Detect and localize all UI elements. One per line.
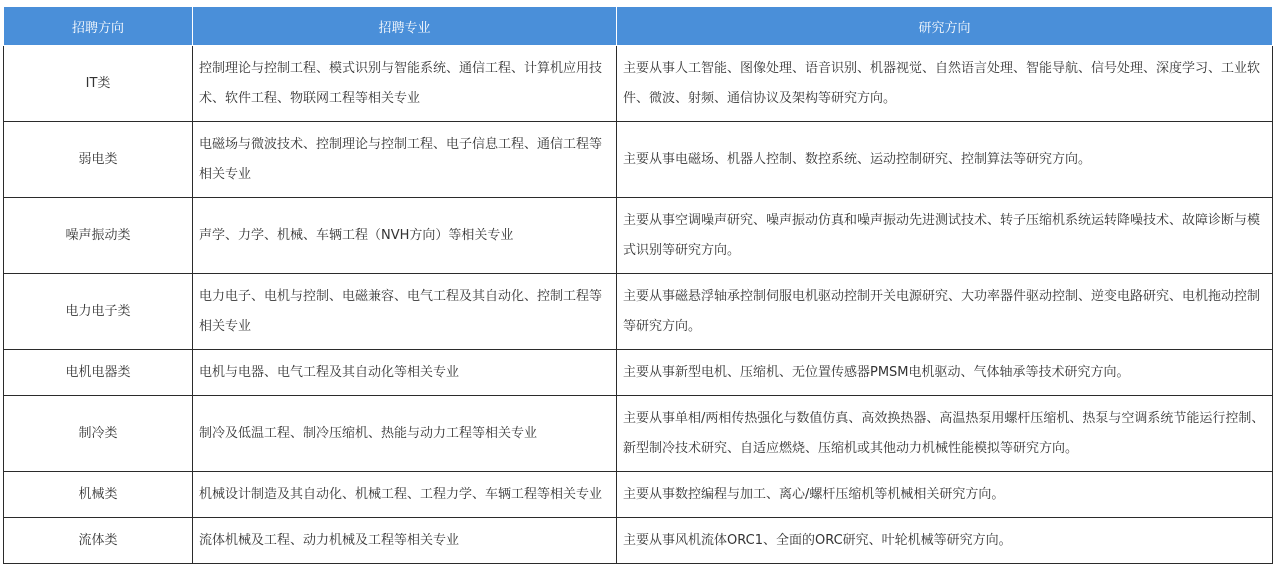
major-cell: 控制理论与控制工程、模式识别与智能系统、通信工程、计算机应用技术、软件工程、物联网工程等相关专业 [193,46,617,122]
category-cell: IT类 [4,46,193,122]
header-recruit-major: 招聘专业 [193,7,617,46]
table-header [4,7,1273,46]
category-cell: 流体类 [4,518,193,564]
major-cell: 声学、力学、机械、车辆工程（NVH方向）等相关专业 [193,198,617,274]
category-cell: 制冷类 [4,396,193,472]
table-row [4,122,1273,198]
major-cell: 流体机械及工程、动力机械及工程等相关专业 [193,518,617,564]
table-row [4,350,1273,396]
table-row [4,472,1273,518]
header-research-direction: 研究方向 [617,7,1273,46]
major-cell: 电机与电器、电气工程及其自动化等相关专业 [193,350,617,396]
table-row [4,518,1273,564]
direction-cell: 主要从事磁悬浮轴承控制伺服电机驱动控制开关电源研究、大功率器件驱动控制、逆变电路研究、电机拖动控制等研究方向。 [617,274,1273,350]
table-body [4,46,1273,564]
major-cell: 制冷及低温工程、制冷压缩机、热能与动力工程等相关专业 [193,396,617,472]
category-cell: 弱电类 [4,122,193,198]
direction-cell: 主要从事人工智能、图像处理、语音识别、机器视觉、自然语言处理、智能导航、信号处理、深度学习、工业软件、微波、射频、通信协议及架构等研究方向。 [617,46,1273,122]
direction-cell: 主要从事新型电机、压缩机、无位置传感器PMSM电机驱动、气体轴承等技术研究方向。 [617,350,1273,396]
recruitment-table [3,6,1273,564]
table-row [4,274,1273,350]
table-row [4,198,1273,274]
major-cell: 电力电子、电机与控制、电磁兼容、电气工程及其自动化、控制工程等相关专业 [193,274,617,350]
major-cell: 电磁场与微波技术、控制理论与控制工程、电子信息工程、通信工程等相关专业 [193,122,617,198]
header-row [4,7,1273,46]
table-row [4,396,1273,472]
major-cell: 机械设计制造及其自动化、机械工程、工程力学、车辆工程等相关专业 [193,472,617,518]
category-cell: 电力电子类 [4,274,193,350]
category-cell: 噪声振动类 [4,198,193,274]
direction-cell: 主要从事空调噪声研究、噪声振动仿真和噪声振动先进测试技术、转子压缩机系统运转降噪技术、故障诊断与模式识别等研究方向。 [617,198,1273,274]
direction-cell: 主要从事单相/两相传热强化与数值仿真、高效换热器、高温热泵用螺杆压缩机、热泵与空调系统节能运行控制、新型制冷技术研究、自适应燃烧、压缩机或其他动力机械性能模拟等研究方向。 [617,396,1273,472]
header-recruit-direction: 招聘方向 [4,7,193,46]
direction-cell: 主要从事风机流体ORC1、全面的ORC研究、叶轮机械等研究方向。 [617,518,1273,564]
table-row [4,46,1273,122]
direction-cell: 主要从事电磁场、机器人控制、数控系统、运动控制研究、控制算法等研究方向。 [617,122,1273,198]
category-cell: 机械类 [4,472,193,518]
category-cell: 电机电器类 [4,350,193,396]
direction-cell: 主要从事数控编程与加工、离心/螺杆压缩机等机械相关研究方向。 [617,472,1273,518]
